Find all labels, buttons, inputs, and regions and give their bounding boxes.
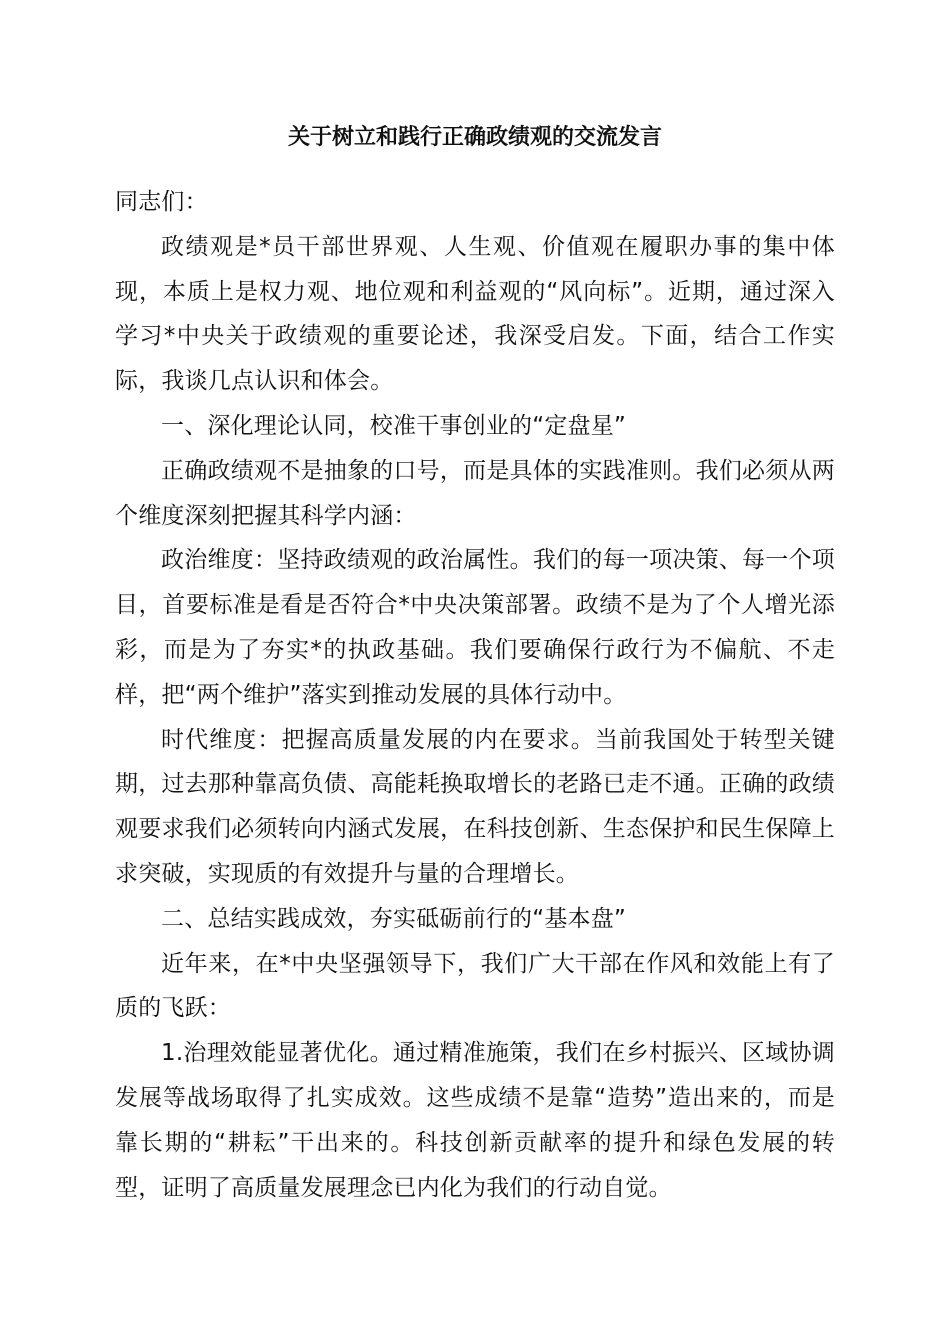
paragraph-intro: 政绩观是*员干部世界观、人生观、价值观在履职办事的集中体现，本质上是权力观、地位观和利益观的“风向标”。近期，通过深入学习*中央关于政绩观的重要论述，我深受启发。下面，结合工作实际，我谈几点认识和体会。 — [115, 233, 835, 395]
salutation: 同志们： — [115, 189, 208, 215]
section-heading-1: 一、深化理论认同，校准干事创业的“定盘星” — [161, 412, 627, 439]
paragraph-era-dimension: 时代维度：把握高质量发展的内在要求。当前我国处于转型关键期，过去那种靠高负债、高能耗换取增长的老路已走不通。正确的政绩观要求我们必须转向内涵式发展，在科技创新、生态保护和民生保障上求突破，实现质的有效提升与量的合理增长。 — [115, 726, 835, 887]
paragraph-governance-effectiveness: 1.治理效能显著优化。通过精准施策，我们在乡村振兴、区域协调发展等战场取得了扎实成效。这些成绩不是靠“造势”造出来的，而是靠长期的“耕耘”干出来的。科技创新贡献率的提升和绿色发展的转型，证明了高质量发展理念已内化为我们的行动自觉。 — [115, 1040, 835, 1201]
section-heading-2: 二、总结实践成效，夯实砥砺前行的“基本盘” — [161, 905, 627, 932]
document-title: 关于树立和践行正确政绩观的交流发言 — [287, 125, 662, 150]
paragraph-section1-intro: 正确政绩观不是抽象的口号，而是具体的实践准则。我们必须从两个维度深刻把握其科学内涵： — [115, 457, 835, 529]
paragraph-political-dimension: 政治维度：坚持政绩观的政治属性。我们的每一项决策、每一个项目，首要标准是看是否符合*中央决策部署。政绩不是为了个人增光添彩，而是为了夯实*的执政基础。我们要确保行政行为不偏航、不走样，把“两个维护”落实到推动发展的具体行动中。 — [115, 547, 835, 708]
paragraph-section2-intro: 近年来，在*中央坚强领导下，我们广大干部在作风和效能上有了质的飞跃： — [115, 950, 835, 1022]
